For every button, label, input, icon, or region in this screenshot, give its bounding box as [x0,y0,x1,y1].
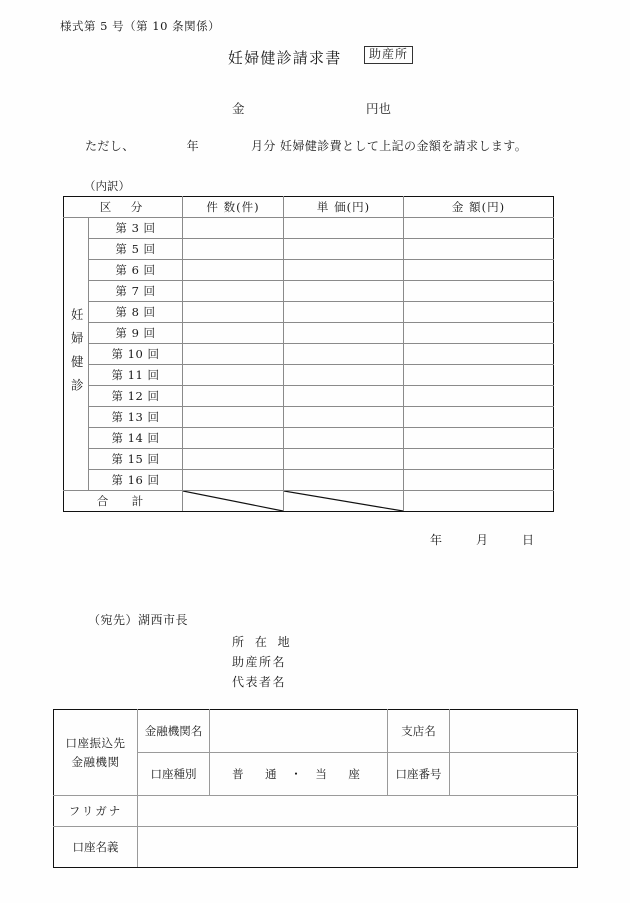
date-month-unit: 月 [476,533,489,547]
bank-row-header-line2: 金融機関 [71,754,120,769]
institution-label: 金融機関名 [138,710,210,753]
furigana-value[interactable] [138,796,578,827]
row-label: 第 16 回 [89,470,183,491]
page-title: 妊婦健診請求書 [228,49,342,67]
table-row [64,428,554,449]
cell-amount[interactable] [404,239,554,260]
bank-row-furigana [54,796,578,827]
bank-row-institution [54,710,578,753]
cell-amount[interactable] [404,323,554,344]
row-label: 第 9 回 [89,323,183,344]
cell-amount[interactable] [404,449,554,470]
total-amount-cell[interactable] [404,491,554,512]
cell-unit-price[interactable] [284,449,404,470]
field-facility-name: 助産所名 [232,655,287,669]
cell-count[interactable] [183,323,284,344]
field-representative-name: 代表者名 [232,675,287,689]
table-row [64,344,554,365]
cell-count[interactable] [183,428,284,449]
row-label: 第 3 回 [89,218,183,239]
cell-amount[interactable] [404,344,554,365]
table-row [64,302,554,323]
branch-label: 支店名 [388,710,450,753]
furigana-label: フリガナ [54,796,138,827]
table-row [64,218,554,239]
cell-unit-price[interactable] [284,344,404,365]
diagonal-strike-icon [183,491,283,511]
account-number-value[interactable] [450,753,578,796]
cell-count[interactable] [183,344,284,365]
cell-unit-price[interactable] [284,239,404,260]
cell-amount[interactable] [404,386,554,407]
account-number-label: 口座番号 [388,753,450,796]
breakdown-label: （内訳） [84,179,130,193]
account-type-label: 口座種別 [138,753,210,796]
cell-count[interactable] [183,470,284,491]
bank-account-table [53,709,578,868]
clause-prefix: ただし、 [85,139,135,153]
table-row [64,407,554,428]
cell-unit-price[interactable] [284,470,404,491]
amount-currency-suffix: 円也 [366,101,392,116]
account-type-value[interactable]: 普 通 ・ 当 座 [210,753,388,796]
diagonal-strike-icon [284,491,403,511]
institution-value[interactable] [210,710,388,753]
row-label: 第 12 回 [89,386,183,407]
table-header-row [64,197,554,218]
cell-amount[interactable] [404,365,554,386]
row-label: 第 10 回 [89,344,183,365]
total-unit-price-struck [284,491,404,512]
cell-count[interactable] [183,407,284,428]
branch-value[interactable] [450,710,578,753]
clause-month-unit: 月分 [251,139,276,153]
table-row [64,260,554,281]
row-label: 第 15 回 [89,449,183,470]
total-count-struck [183,491,284,512]
row-label: 第 7 回 [89,281,183,302]
cell-amount[interactable] [404,218,554,239]
cell-count[interactable] [183,302,284,323]
cell-amount[interactable] [404,260,554,281]
form-number: 様式第 5 号（第 10 条関係） [60,19,221,33]
cell-amount[interactable] [404,470,554,491]
clause-year-unit: 年 [186,139,200,153]
cell-count[interactable] [183,386,284,407]
cell-count[interactable] [183,239,284,260]
account-name-label: 口座名義 [54,827,138,868]
column-header-amount: 金 額(円) [404,197,554,218]
row-label: 第 14 回 [89,428,183,449]
amount-currency-prefix: 金 [232,101,245,116]
table-row [64,365,554,386]
row-label: 第 11 回 [89,365,183,386]
table-total-row [64,491,554,512]
table-row [64,323,554,344]
facility-type-box: 助産所 [364,46,413,64]
cell-count[interactable] [183,218,284,239]
cell-unit-price[interactable] [284,281,404,302]
total-label: 合 計 [64,491,183,512]
clause-sentence [85,137,527,154]
cell-unit-price[interactable] [284,218,404,239]
cell-count[interactable] [183,365,284,386]
cell-unit-price[interactable] [284,260,404,281]
cell-count[interactable] [183,260,284,281]
table-row [64,386,554,407]
bank-row-header [54,710,138,796]
date-day-unit: 日 [522,533,535,547]
cell-unit-price[interactable] [284,365,404,386]
row-label: 第 5 回 [89,239,183,260]
cell-amount[interactable] [404,407,554,428]
table-row [64,449,554,470]
row-label: 第 6 回 [89,260,183,281]
row-label: 第 13 回 [89,407,183,428]
date-line [430,531,534,548]
cell-unit-price[interactable] [284,323,404,344]
column-header-category: 区 分 [64,197,183,218]
table-row [64,239,554,260]
row-label: 第 8 回 [89,302,183,323]
table-row [64,281,554,302]
cell-amount[interactable] [404,428,554,449]
column-header-unit-price: 単 価(円) [284,197,404,218]
clause-text: 妊婦健診費として上記の金額を請求します。 [280,139,528,153]
cell-amount[interactable] [404,281,554,302]
cell-unit-price[interactable] [284,407,404,428]
cell-count[interactable] [183,281,284,302]
cell-unit-price[interactable] [284,386,404,407]
bank-row-header-line1: 口座振込先 [65,735,126,750]
breakdown-table [63,196,554,512]
bank-row-account-name [54,827,578,868]
addressee-label: （宛先）湖西市長 [88,613,189,627]
cell-amount[interactable] [404,302,554,323]
group-label-cell [64,218,89,491]
field-location: 所 在 地 [232,635,294,649]
cell-count[interactable] [183,449,284,470]
signature-block [232,632,293,692]
cell-unit-price[interactable] [284,428,404,449]
column-header-count: 件 数(件) [183,197,284,218]
table-row [64,470,554,491]
cell-unit-price[interactable] [284,302,404,323]
date-year-unit: 年 [430,533,443,547]
group-label-text: 妊婦健診 [69,307,85,402]
account-name-value[interactable] [138,827,578,868]
